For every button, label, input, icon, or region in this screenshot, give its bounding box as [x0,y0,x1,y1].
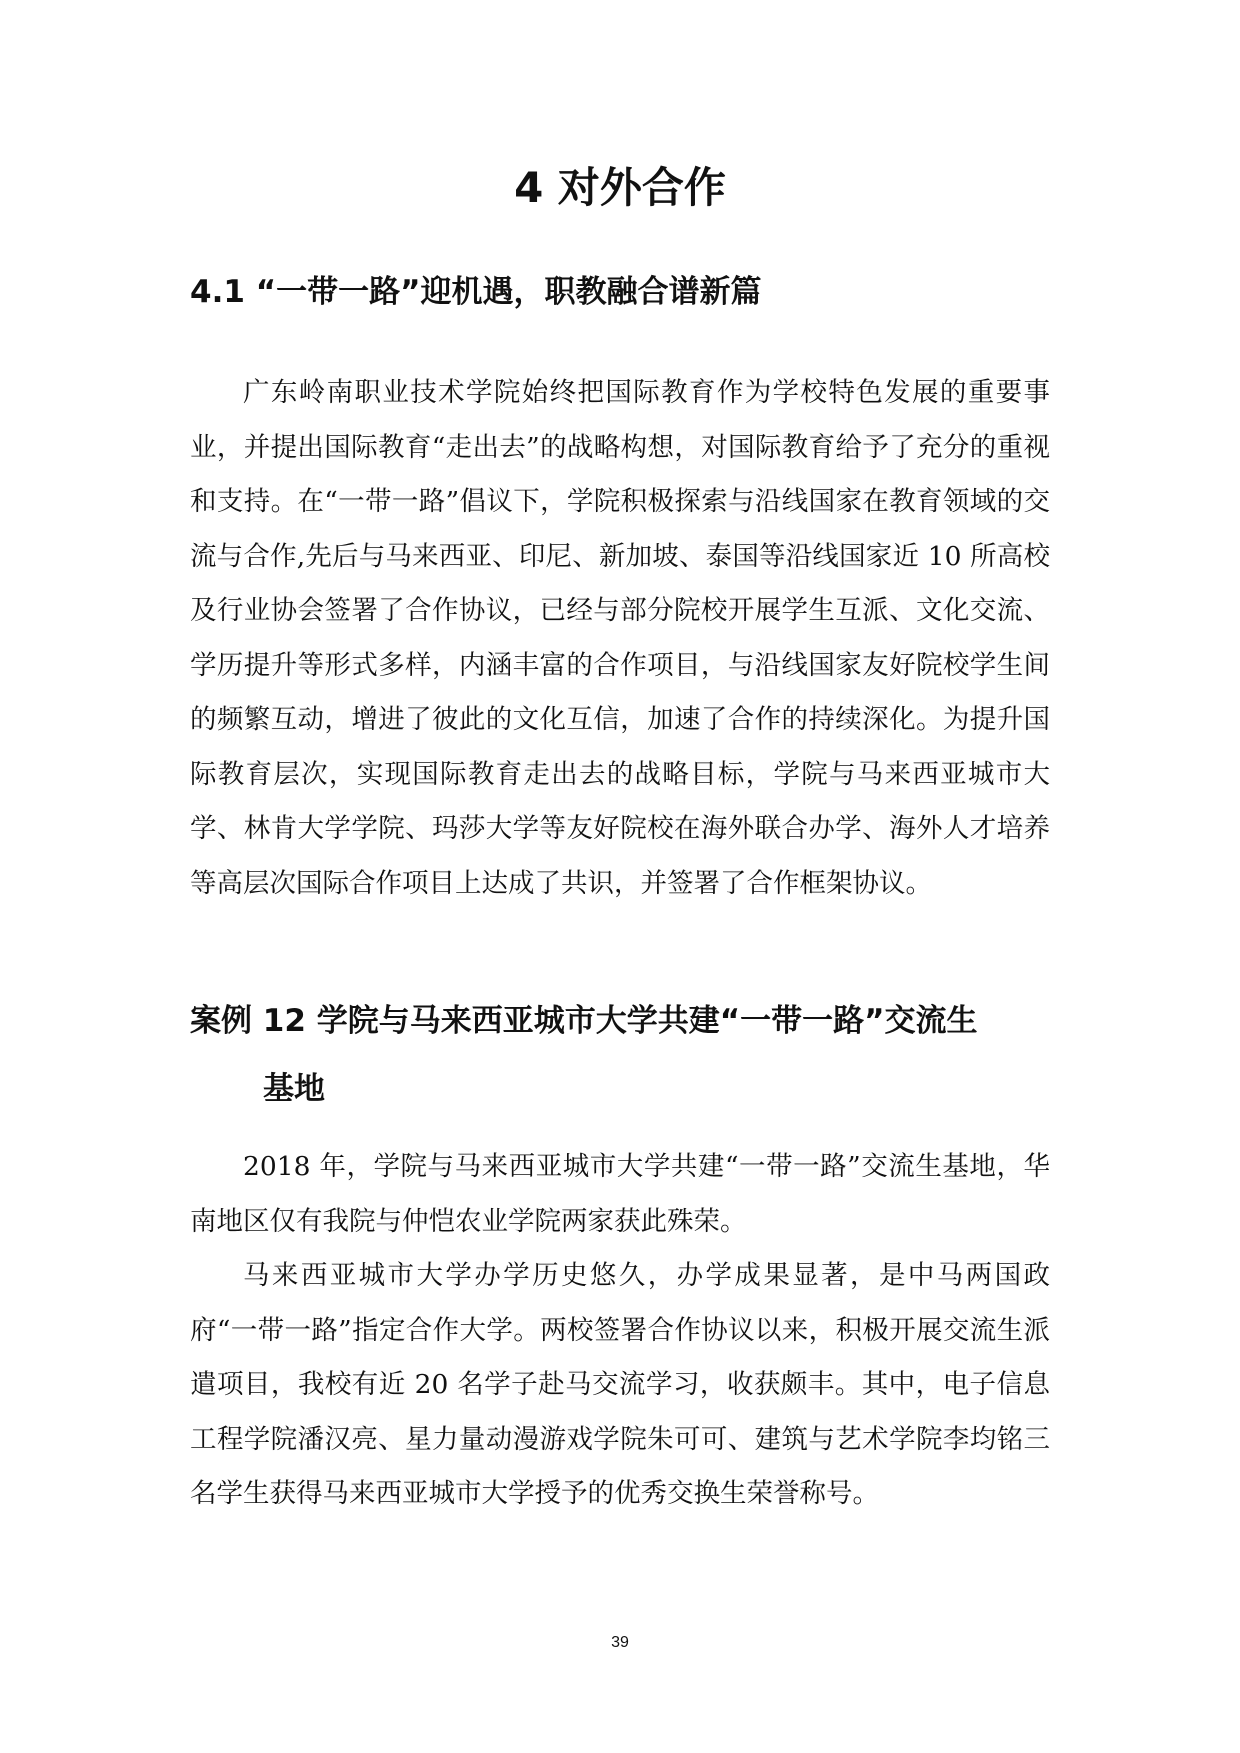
case-paragraph: 马来西亚城市大学办学历史悠久，办学成果显著，是中马两国政府“一带一路”指定合作大学。两校签署合作协议以来，积极开展交流生派遣项目，我校有近 20 名学子赴马交流学习，收获颇丰。其中，电子信息工程学院潘汉亮、星力量动漫游戏学院朱可可、建筑与艺术学院李均铭三名学生获得马来西亚城市大学授予的优秀交换生荣誉称号。 [190,1260,1050,1509]
page-number: 39 [611,1634,629,1651]
section-paragraph: 广东岭南职业技术学院始终把国际教育作为学校特色发展的重要事业，并提出国际教育“走出去”的战略构想，对国际教育给予了充分的重视和支持。在“一带一路”倡议下，学院积极探索与沿线国家在教育领域的交流与合作,先后与马来西亚、印尼、新加坡、泰国等沿线国家近 10 所高校及行业协会签署了合作协议，已经与部分院校开展学生互派、文化交流、学历提升等形式多样，内涵丰富的合作项目，与沿线国家友好院校学生间的频繁互动，增进了彼此的文化互信，加速了合作的持续深化。为提升国际教育层次，实现国际教育走出去的战略目标，学院与马来西亚城市大学、林肯大学学院、玛莎大学等友好院校在海外联合办学、海外人才培养等高层次国际合作项目上达成了共识，并签署了合作框架协议。 [190,377,1050,899]
case-title-line-1: 案例 12 学院与马来西亚城市大学共建“一带一路”交流生 [190,1003,978,1039]
section-title: 4.1 “一带一路”迎机遇，职教融合谱新篇 [190,274,762,310]
case-paragraph: 2018 年，学院与马来西亚城市大学共建“一带一路”交流生基地，华南地区仅有我院与仲恺农业学院两家获此殊荣。 [190,1151,1050,1237]
case-title-line-2: 基地 [263,1071,325,1107]
case-title [190,987,1050,1123]
chapter-title: 4 对外合作 [514,163,726,212]
